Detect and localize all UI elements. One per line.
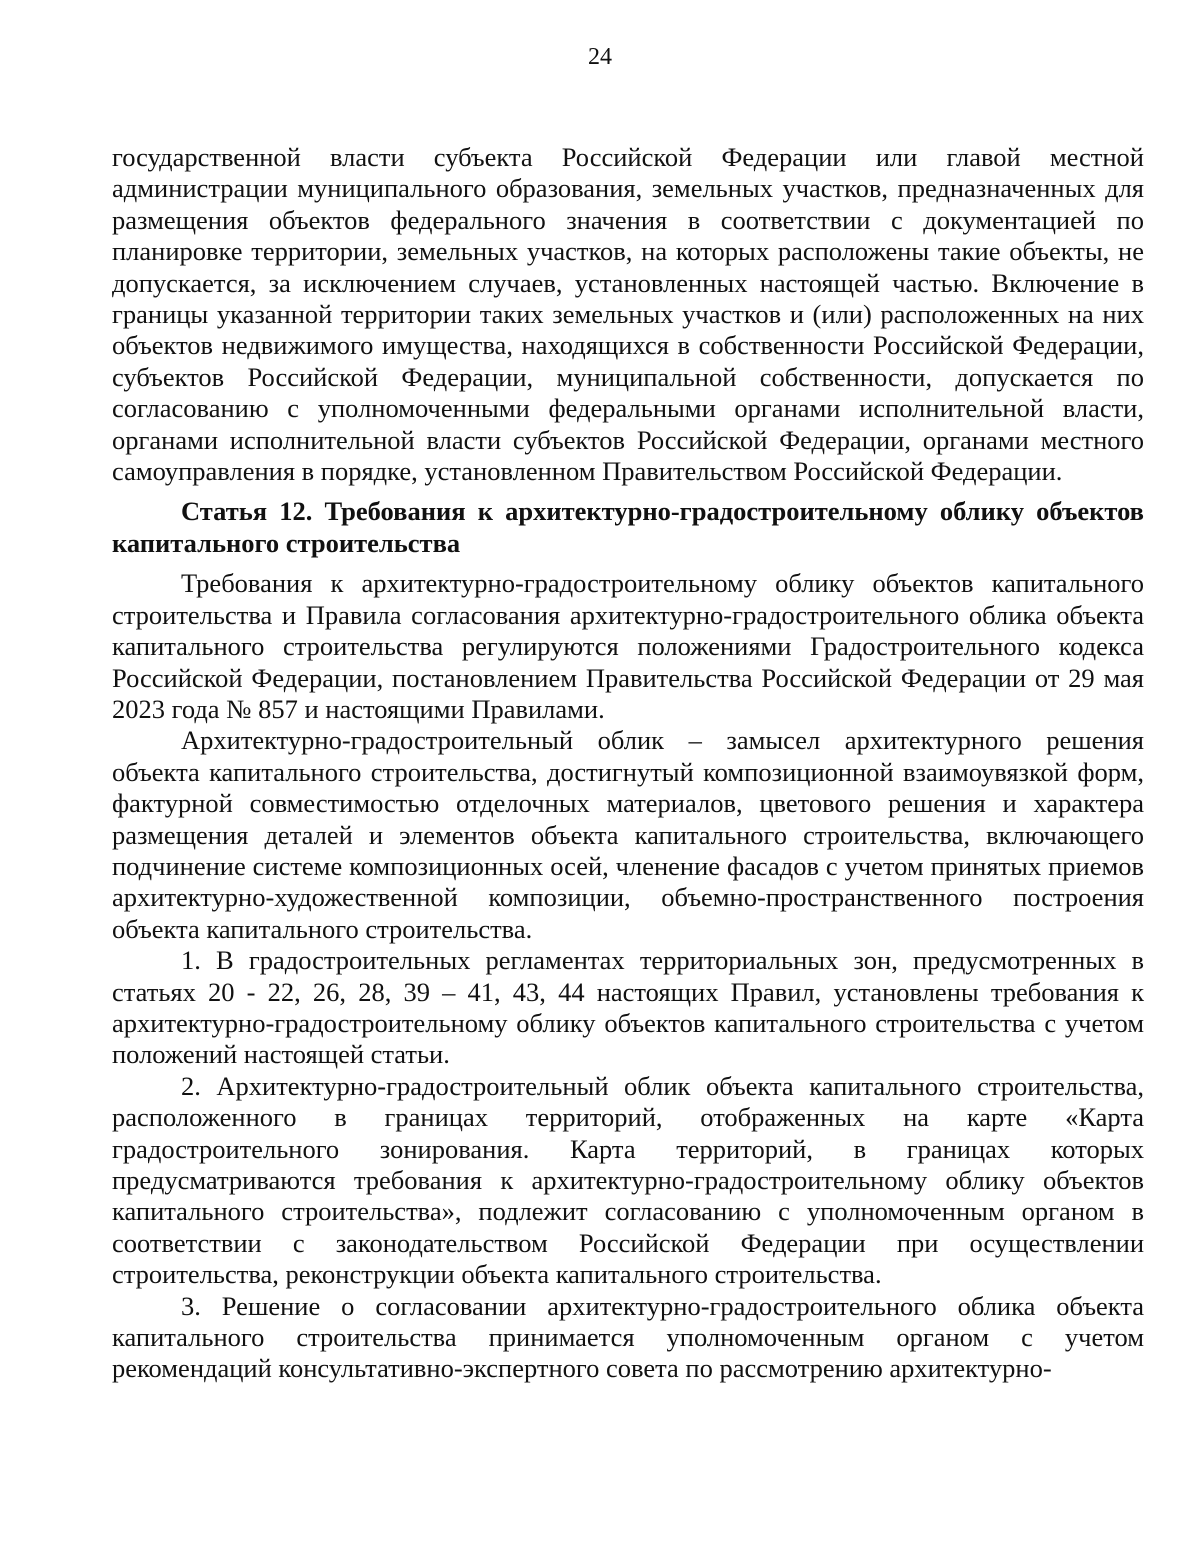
paragraph-item-1: 1. В градостроительных регламентах территориальных зон, предусмотренных в статьях 20 - 22, 26, 28, 39 – 41, 43, 44 настоящих Правил, установлены требования к архитектурно-градостроительному облику объектов капитального строительства с учетом положений настоящей статьи. — [112, 945, 1144, 1070]
paragraph-item-3: 3. Решение о согласовании архитектурно-градостроительного облика объекта капитального строительства принимается уполномоченным органом с учетом рекомендаций консультативно-экспертного совета по рассмотрению архитектурно- — [112, 1290, 1144, 1384]
article-heading: Статья 12. Требования к архитектурно-градостроительному облику объектов капитального строительства — [112, 496, 1144, 558]
paragraph-requirements: Требования к архитектурно-градостроительному облику объектов капитального строительства и Правила согласования архитектурно-градостроительного облика объекта капитального строительства регулируются положениями Градостроительного кодекса Российской Федерации, постановлением Правительства Российской Федерации от 29 мая 2023 года № 857 и настоящими Правилами. — [112, 568, 1144, 724]
paragraph-item-2: 2. Архитектурно-градостроительный облик объекта капитального строительства, расположенного в границах территорий, отображенных на карте «Карта градостроительного зонирования. Карта территорий, в границах которых предусматриваются требования к архитектурно-градостроительному облику объектов капитального строительства», подлежит согласованию с уполномоченным органом в соответствии с законодательством Российской Федерации при осуществлении строительства, реконструкции объекта капитального строительства. — [112, 1070, 1144, 1290]
paragraph-definition: Архитектурно-градостроительный облик – замысел архитектурного решения объекта капитального строительства, достигнутый композиционной взаимоувязкой форм, фактурной совместимостью отделочных материалов, цветового решения и характера размещения деталей и элементов объекта капитального строительства, включающего подчинение системе композиционных осей, членение фасадов с учетом принятых приемов архитектурно-художественной композиции, объемно-пространственного построения объекта капитального строительства. — [112, 725, 1144, 944]
paragraph-continuation: государственной власти субъекта Российской Федерации или главой местной администрации муниципального образования, земельных участков, предназначенных для размещения объектов федерального значения в соответствии с документацией по планировке территории, земельных участков, на которых расположены такие объекты, не допускается, за исключением случаев, установленных настоящей частью. Включение в границы указанной территории таких земельных участков и (или) расположенных на них объектов недвижимого имущества, находящихся в собственности Российской Федерации, субъектов Российской Федерации, муниципальной собственности, допускается по согласованию с уполномоченными федеральными органами исполнительной власти, органами исполнительной власти субъектов Российской Федерации, органами местного самоуправления в порядке, установленном Правительством Российской Федерации. — [112, 142, 1144, 487]
page-number: 24 — [588, 44, 612, 70]
document-body — [112, 142, 1144, 1385]
